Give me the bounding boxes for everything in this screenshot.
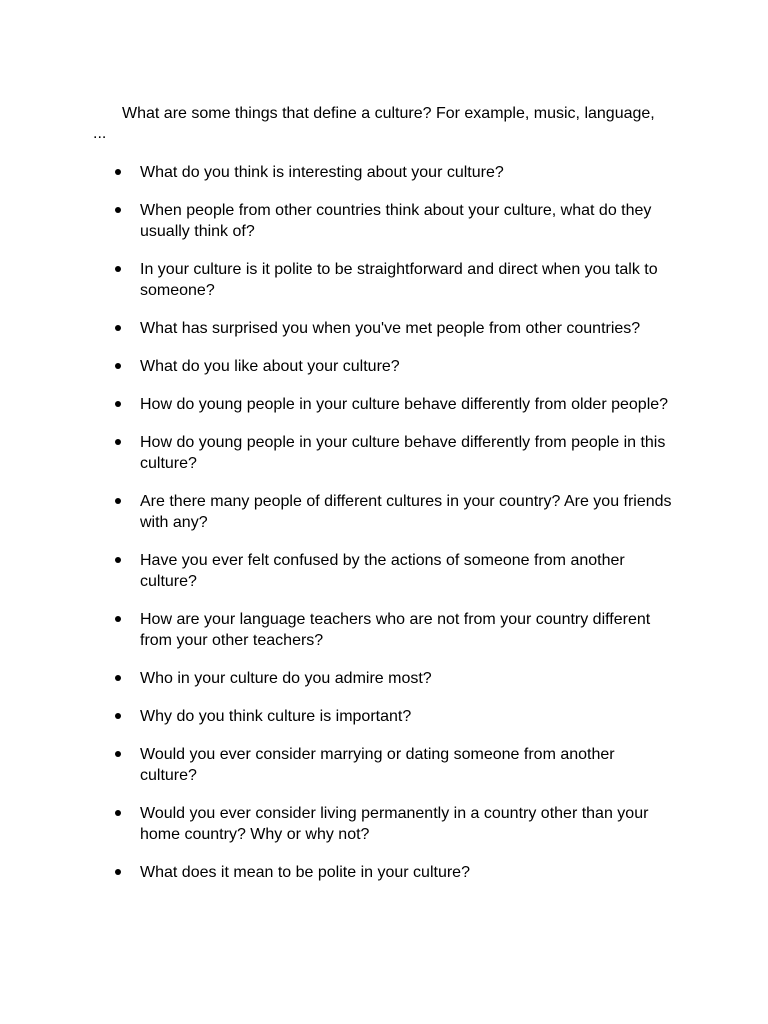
question-text: Are there many people of different cultures in your country? Are you friends with any?: [140, 493, 672, 531]
bullet-icon: [115, 401, 121, 407]
question-text: When people from other countries think about your culture, what do they usually think of?: [140, 202, 652, 240]
question-text: What do you think is interesting about your culture?: [140, 164, 504, 181]
list-item: [115, 803, 675, 845]
question-text: In your culture is it polite to be straightforward and direct when you talk to someone?: [140, 261, 658, 299]
list-item: [115, 862, 675, 883]
question-list: [115, 162, 675, 900]
bullet-icon: [115, 498, 121, 504]
list-item: [115, 259, 675, 301]
question-text: How do young people in your culture behave differently from older people?: [140, 396, 669, 413]
list-item: [115, 200, 675, 242]
list-item: [115, 491, 675, 533]
bullet-icon: [115, 675, 121, 681]
question-text: How are your language teachers who are not from your country different from your other teachers?: [140, 611, 651, 649]
bullet-icon: [115, 810, 121, 816]
bullet-icon: [115, 557, 121, 563]
bullet-icon: [115, 869, 121, 875]
question-text: What do you like about your culture?: [140, 358, 400, 375]
intro-paragraph: What are some things that define a culture? For example, music, language, ...: [93, 105, 655, 142]
question-text: Have you ever felt confused by the actions of someone from another culture?: [140, 552, 625, 590]
list-item: [115, 668, 675, 689]
question-text: How do young people in your culture behave differently from people in this culture?: [140, 434, 666, 472]
question-text: Would you ever consider marrying or dating someone from another culture?: [140, 746, 615, 784]
list-item: [115, 162, 675, 183]
list-item: [115, 609, 675, 651]
bullet-icon: [115, 266, 121, 272]
bullet-icon: [115, 439, 121, 445]
question-text: Why do you think culture is important?: [140, 708, 412, 725]
list-item: [115, 744, 675, 786]
question-text: Who in your culture do you admire most?: [140, 670, 432, 687]
list-item: [115, 394, 675, 415]
list-item: [115, 318, 675, 339]
question-text: What does it mean to be polite in your culture?: [140, 864, 470, 881]
list-item: [115, 356, 675, 377]
bullet-icon: [115, 325, 121, 331]
list-item: [115, 706, 675, 727]
question-text: Would you ever consider living permanently in a country other than your home country? Why or why not?: [140, 805, 649, 843]
bullet-icon: [115, 616, 121, 622]
bullet-icon: [115, 169, 121, 175]
bullet-icon: [115, 363, 121, 369]
list-item: [115, 432, 675, 474]
question-text: What has surprised you when you've met people from other countries?: [140, 320, 641, 337]
bullet-icon: [115, 751, 121, 757]
bullet-icon: [115, 713, 121, 719]
bullet-icon: [115, 207, 121, 213]
list-item: [115, 550, 675, 592]
